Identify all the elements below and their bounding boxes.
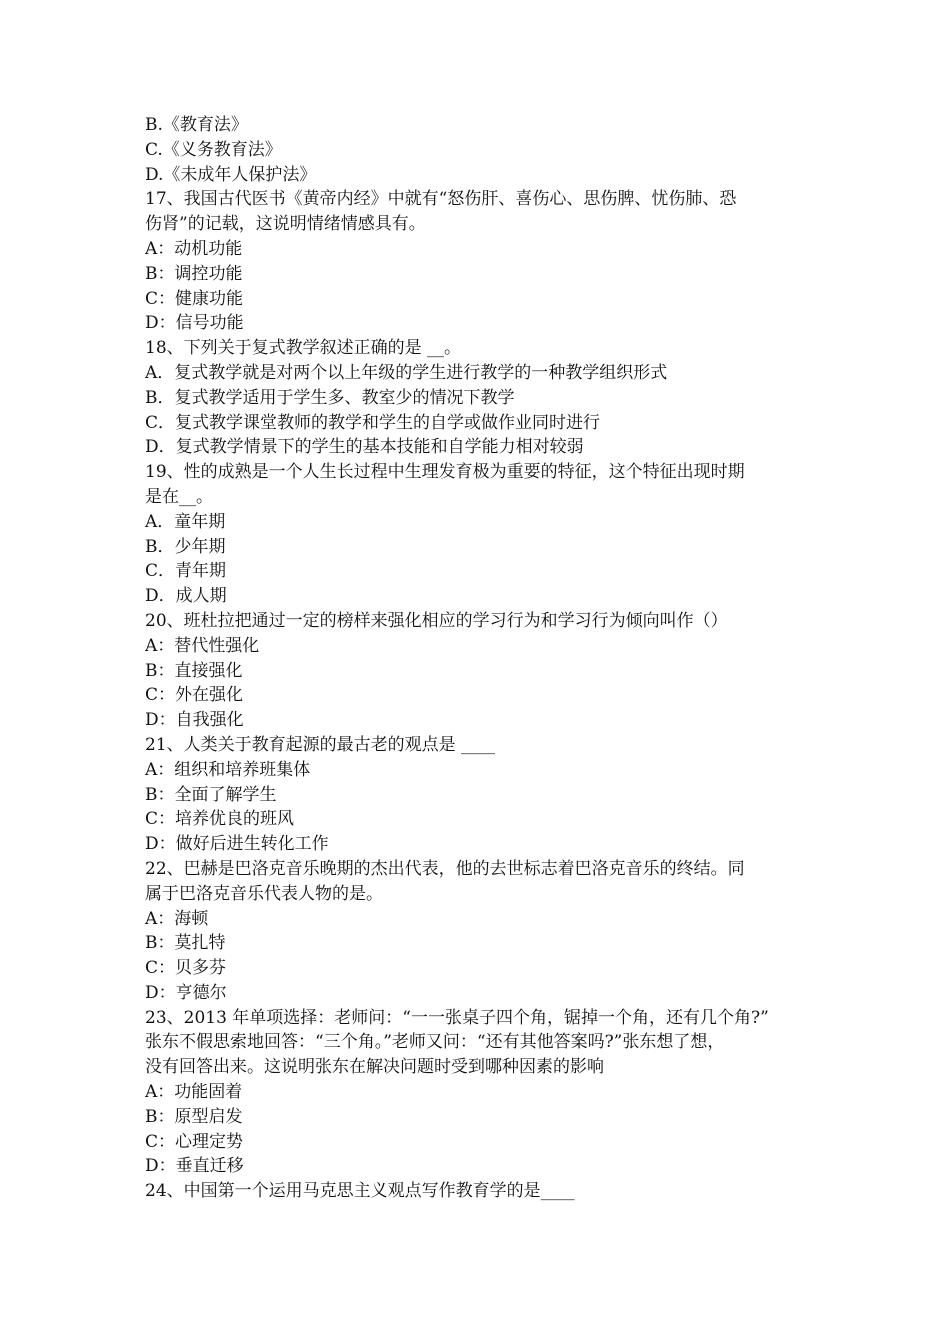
option-c: C：外在强化 [145, 685, 244, 706]
question-22: 22、巴赫是巴洛克音乐晚期的杰出代表，他的去世标志着巴洛克音乐的终结。同 [145, 858, 745, 879]
option-d: D．复式教学情景下的学生的基本技能和自学能力相对较弱 [145, 437, 584, 458]
option-b: B：原型启发 [145, 1106, 243, 1127]
text-line: C.《义务教育法》 [145, 139, 282, 160]
option-a: A．复式教学就是对两个以上年级的学生进行教学的一种教学组织形式 [145, 362, 668, 383]
option-c: C：培养优良的班风 [145, 809, 295, 830]
question-18: 18、下列关于复式教学叙述正确的是 __。 [145, 338, 462, 359]
option-d: D：垂直迁移 [145, 1156, 244, 1177]
option-b: B：直接强化 [145, 660, 243, 681]
option-d: D：信号功能 [145, 313, 244, 334]
option-a: A：功能固着 [145, 1082, 243, 1103]
question-20: 20、班杜拉把通过一定的榜样来强化相应的学习行为和学习行为倾向叫作（） [145, 610, 728, 631]
option-a: A．童年期 [145, 511, 226, 532]
question-19: 19、性的成熟是一个人生长过程中生理发育极为重要的特征，这个特征出现时期 [145, 462, 745, 483]
question-23: 23、2013 年单项选择：老师问：“一一张桌子四个角，锯掉一个角，还有几个角?” [145, 1007, 769, 1028]
option-c: C．复式教学课堂教师的教学和学生的自学或做作业同时进行 [145, 412, 601, 433]
question-24: 24、中国第一个运用马克思主义观点写作教育学的是____ [145, 1181, 575, 1202]
option-d: D：做好后进生转化工作 [145, 834, 329, 855]
option-c: C：心理定势 [145, 1131, 244, 1152]
option-b: B．少年期 [145, 536, 226, 557]
option-d: D：自我强化 [145, 710, 244, 731]
option-d: D．成人期 [145, 586, 227, 607]
text-line: D.《未成年人保护法》 [145, 164, 317, 185]
option-b: B：莫扎特 [145, 933, 226, 954]
option-d: D：亨德尔 [145, 982, 227, 1003]
option-a: A：替代性强化 [145, 635, 260, 656]
option-b: B：全面了解学生 [145, 784, 277, 805]
text-line: 是在__。 [145, 486, 213, 507]
option-c: C．青年期 [145, 561, 227, 582]
question-17: 17、我国古代医书《黄帝内经》中就有“怒伤肝、喜伤心、思伤脾、忧伤肺、恐 [145, 189, 737, 210]
option-a: A：海顿 [145, 908, 209, 929]
document-page [145, 113, 813, 1204]
text-line: 伤肾”的记载，这说明情绪情感具有。 [145, 214, 426, 235]
option-a: A：组织和培养班集体 [145, 759, 311, 780]
option-a: A：动机功能 [145, 238, 243, 259]
question-21: 21、人类关于教育起源的最古老的观点是 ____ [145, 734, 496, 755]
option-b: B．复式教学适用于学生多、教室少的情况下教学 [145, 387, 515, 408]
text-line: 没有回答出来。这说明张东在解决问题时受到哪种因素的影响 [145, 1057, 604, 1078]
option-c: C：贝多芬 [145, 958, 227, 979]
text-line: 张东不假思索地回答：“三个角。”老师又问：“还有其他答案吗?”张东想了想， [145, 1032, 725, 1053]
option-c: C：健康功能 [145, 288, 244, 309]
option-b: B：调控功能 [145, 263, 243, 284]
text-line: B.《教育法》 [145, 115, 248, 135]
text-line: 属于巴洛克音乐代表人物的是。 [145, 883, 383, 904]
